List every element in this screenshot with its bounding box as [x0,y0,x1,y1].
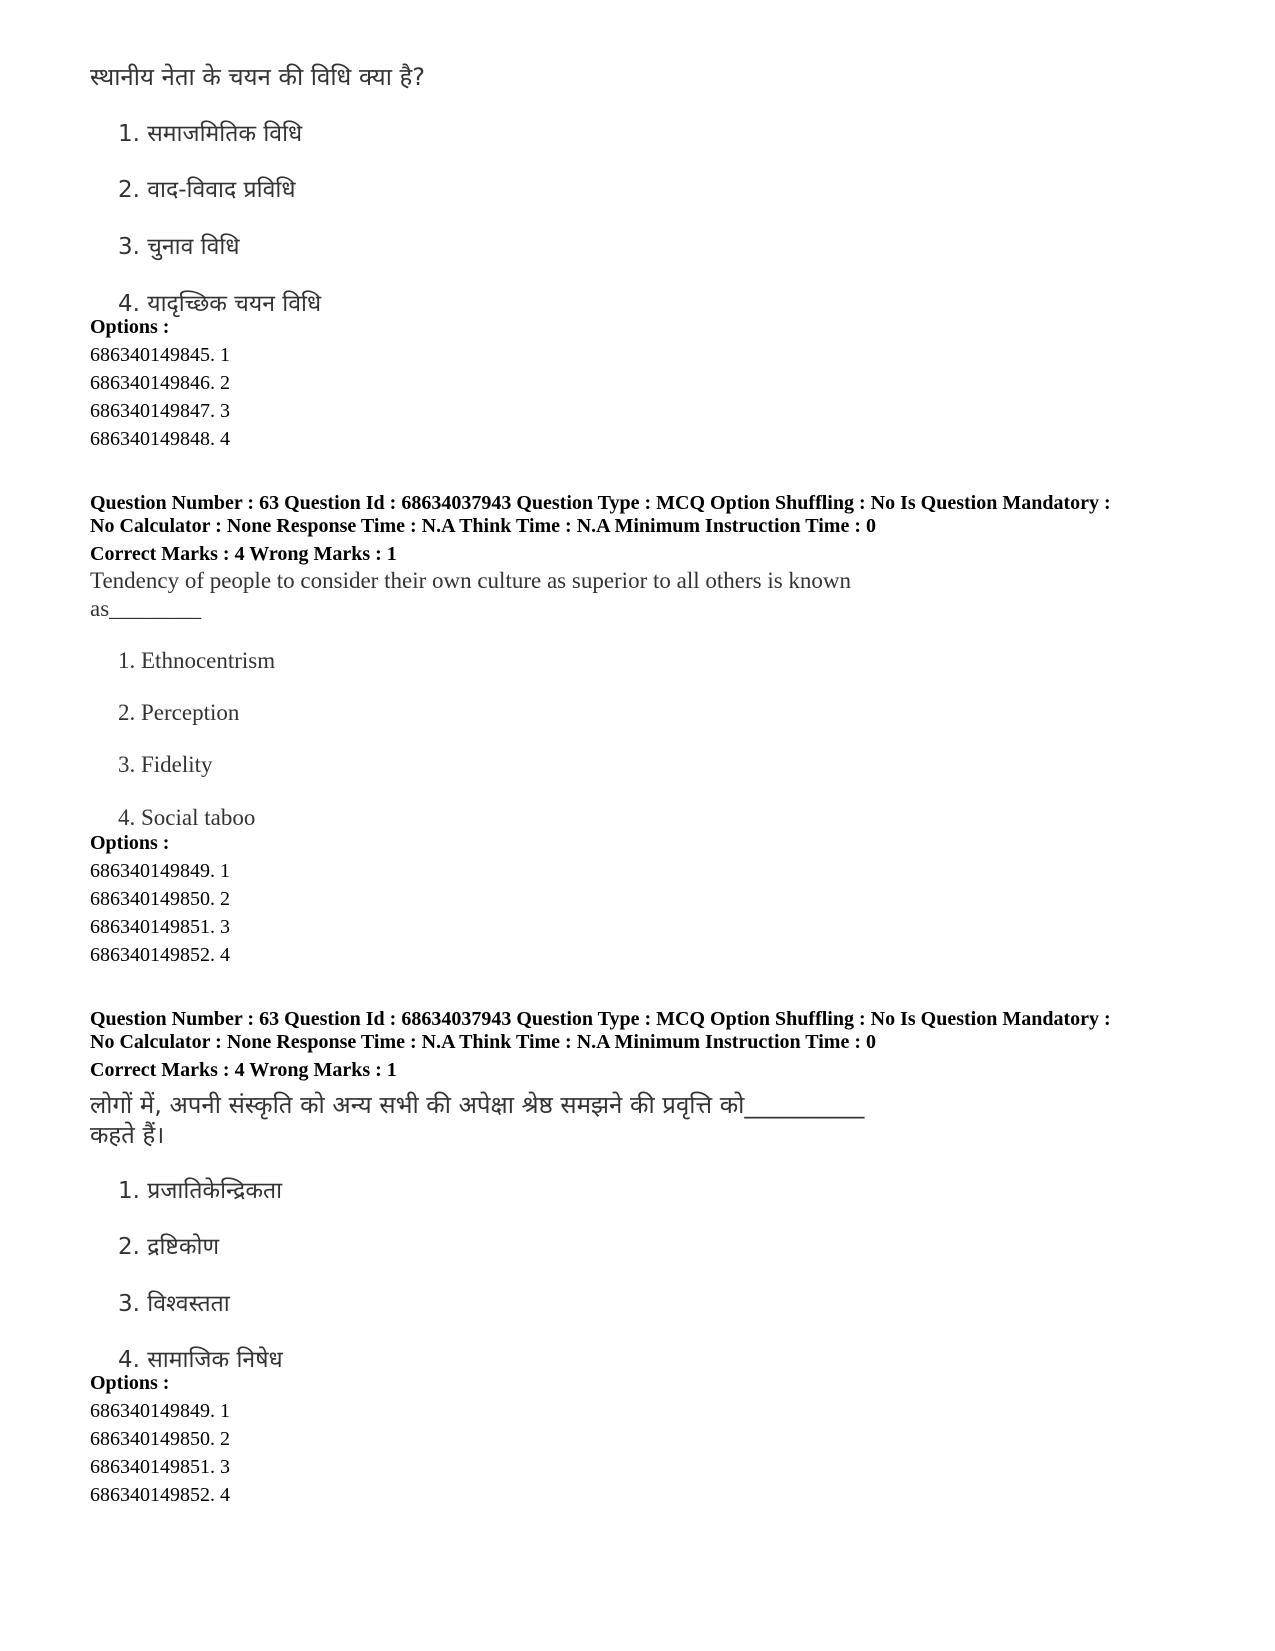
option-id: 686340149846. 2 [90,372,230,394]
choice-item: 2. द्रष्टिकोण [118,1234,220,1260]
choice-item: 1. समाजमितिक विधि [118,121,303,147]
options-label: Options : [90,832,170,854]
marks-line: Correct Marks : 4 Wrong Marks : 1 [90,543,397,565]
choice-item: 1. प्रजातिकेन्द्रिकता [118,1178,283,1204]
choice-item: 2. वाद-विवाद प्रविधि [118,177,296,203]
choice-item: 3. चुनाव विधि [118,234,240,260]
option-id: 686340149851. 3 [90,916,230,938]
choice-item: 4. Social taboo [118,805,256,830]
option-id: 686340149849. 1 [90,1400,230,1422]
option-id: 686340149850. 2 [90,1428,230,1450]
choice-item: 2. Perception [118,700,240,725]
choice-item: 3. विश्वस्तता [118,1291,230,1317]
question-meta-line: No Calculator : None Response Time : N.A Think Time : N.A Minimum Instruction Time : 0 [90,1031,876,1053]
question-text: as________ [90,596,202,621]
choice-item: 4. सामाजिक निषेध [118,1347,283,1373]
question-text: स्थानीय नेता के चयन की विधि क्या है? [90,63,426,91]
option-id: 686340149852. 4 [90,944,230,966]
option-id: 686340149851. 3 [90,1456,230,1478]
option-id: 686340149845. 1 [90,344,230,366]
options-label: Options : [90,1372,170,1394]
choice-item: 3. Fidelity [118,752,213,777]
option-id: 686340149847. 3 [90,400,230,422]
question-meta-line: No Calculator : None Response Time : N.A Think Time : N.A Minimum Instruction Time : 0 [90,515,876,537]
choice-item: 1. Ethnocentrism [118,648,276,673]
options-label: Options : [90,316,170,338]
choice-item: 4. यादृच्छिक चयन विधि [118,291,322,317]
question-meta-line: Question Number : 63 Question Id : 68634037943 Question Type : MCQ Option Shuffling : No Is Question Mandatory : [90,492,1111,514]
question-text: लोगों में, अपनी संस्कृति को अन्य सभी की अपेक्षा श्रेष्ठ समझने की प्रवृत्ति को__________ [90,1091,865,1119]
option-id: 686340149852. 4 [90,1484,230,1506]
question-meta-line: Question Number : 63 Question Id : 68634037943 Question Type : MCQ Option Shuffling : No Is Question Mandatory : [90,1008,1111,1030]
option-id: 686340149850. 2 [90,888,230,910]
question-text: कहते हैं। [90,1121,165,1149]
marks-line: Correct Marks : 4 Wrong Marks : 1 [90,1059,397,1081]
option-id: 686340149849. 1 [90,860,230,882]
question-text: Tendency of people to consider their own culture as superior to all others is known [90,568,852,593]
option-id: 686340149848. 4 [90,428,230,450]
